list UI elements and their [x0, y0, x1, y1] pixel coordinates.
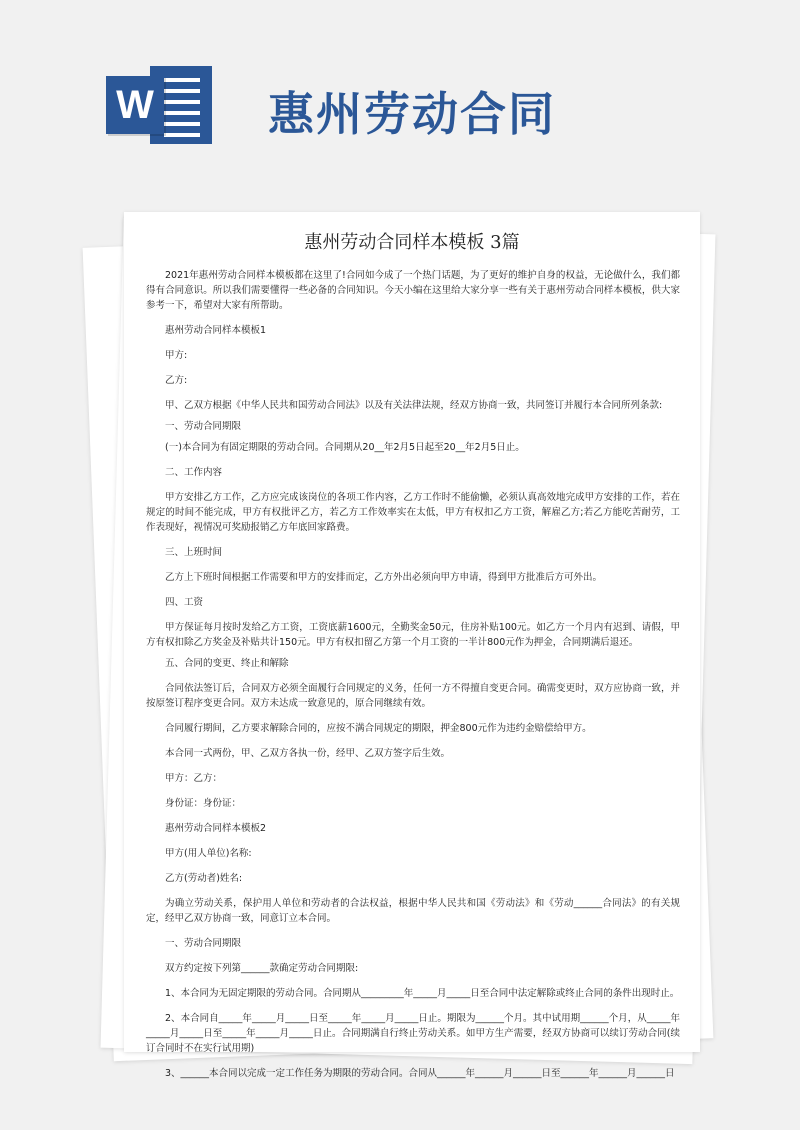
intro-paragraph: 2021年惠州劳动合同样本模板都在这里了!合同如今成了一个热门话题，为了更好的维护自身的权益，无论做什么，我们都得有合同意识。所以我们需要懂得一些必备的合同知识。今天小编在这里给大家分享一些有关于惠州劳动合同样本模板，供大家参考一下，希望对大家有所帮助。 [146, 270, 680, 311]
document-page [124, 212, 700, 1079]
word-logo-icon [106, 66, 212, 144]
id-line: 身份证：身份证： [165, 798, 242, 809]
clause-paragraph: 合同履行期间，乙方要求解除合同的，应按不满合同规定的期限，押金800元作为违约金赔偿给甲方。 [165, 723, 592, 734]
section-heading: 二、工作内容 [165, 467, 223, 478]
party-b-line: 乙方: [165, 375, 188, 386]
clause-paragraph: (一)本合同为有固定期限的劳动合同。合同期从20__年2月5日起至20__年2月5日止。 [165, 442, 525, 453]
section-heading: 一、劳动合同期限 [165, 421, 242, 432]
employee-name-line: 乙方(劳动者)姓名: [165, 873, 243, 884]
party-a-line: 甲方: [165, 350, 188, 361]
clause-paragraph: 本合同一式两份，甲、乙双方各执一份，经甲、乙双方签字后生效。 [165, 748, 451, 759]
document-title: 惠州劳动合同样本模板 3篇 [304, 232, 520, 253]
clause-paragraph: 甲方保证每月按时发给乙方工资，工资底薪1600元，全勤奖金50元，住房补贴100元。如乙方一个月内有迟到、请假，甲方有权扣除乙方奖金及补贴共计150元。甲方有权扣留乙方第一个月工资的一半计800元作为押金，合同期满后退还。 [146, 622, 680, 648]
clause-paragraph: 合同依法签订后，合同双方必须全面履行合同规定的义务，任何一方不得擅自变更合同。确需变更时，双方应协商一致，并按原签订程序变更合同。双方未达成一致意见的，原合同继续有效。 [146, 683, 680, 709]
section-heading: 五、合同的变更、终止和解除 [165, 658, 289, 669]
template-heading: 惠州劳动合同样本模板2 [165, 823, 267, 834]
clause-paragraph: 双方约定按下列第______款确定劳动合同期限: [165, 963, 359, 974]
clause-paragraph: 1、本合同为无固定期限的劳动合同。合同期从_________年_____月_____日至合同中法定解除或终止合同的条件出现时止。 [165, 988, 680, 999]
clause-paragraph: 3、______本合同以完成一定工作任务为期限的劳动合同。合同从______年______月______日至______年______月______日 [165, 1068, 675, 1079]
clause-paragraph: 甲方安排乙方工作，乙方应完成该岗位的各项工作内容，乙方工作时不能偷懒，必须认真高效地完成甲方安排的工作，若在规定的时间不能完成，甲方有权批评乙方，若乙方工作效率实在太低，甲方有权扣乙方工资，解雇乙方;若乙方能吃苦耐劳，工作表现好，视情况可奖励报销乙方年底回家路费。 [146, 492, 680, 533]
document-body [146, 268, 680, 1087]
section-heading: 三、上班时间 [165, 547, 223, 558]
template-heading: 惠州劳动合同样本模板1 [165, 325, 267, 336]
section-heading: 四、工资 [165, 597, 204, 608]
section-heading: 一、劳动合同期限 [165, 938, 242, 949]
clause-paragraph: 为确立劳动关系，保护用人单位和劳动者的合法权益，根据中华人民共和国《劳动法》和《劳动______合同法》的有关规定，经甲乙双方协商一致，同意订立本合同。 [146, 898, 680, 924]
employer-name-line: 甲方(用人单位)名称: [165, 848, 252, 859]
clause-paragraph: 乙方上下班时间根据工作需要和甲方的安排而定，乙方外出必须向甲方申请，得到甲方批准后方可外出。 [165, 572, 603, 583]
clause-paragraph: 甲、乙双方根据《中华人民共和国劳动合同法》以及有关法律法规，经双方协商一致，共同签订并履行本合同所列条款: [165, 400, 663, 411]
banner-title: 惠州劳动合同 [268, 87, 556, 141]
text-lines-icon [164, 78, 200, 144]
logo-letter: W [106, 76, 164, 134]
clause-paragraph: 2、本合同自_____年_____月_____日至_____年_____月_____日止。期限为______个月。其中试用期______个月，从_____年_____月_____日至_____年_____月_____日止。合同期满自行终止劳动关系。如甲方生产需要，经双方协商可以续订劳动合同(续订合同时不在实行试用期) [146, 1013, 680, 1054]
signature-line: 甲方：乙方： [165, 773, 223, 784]
